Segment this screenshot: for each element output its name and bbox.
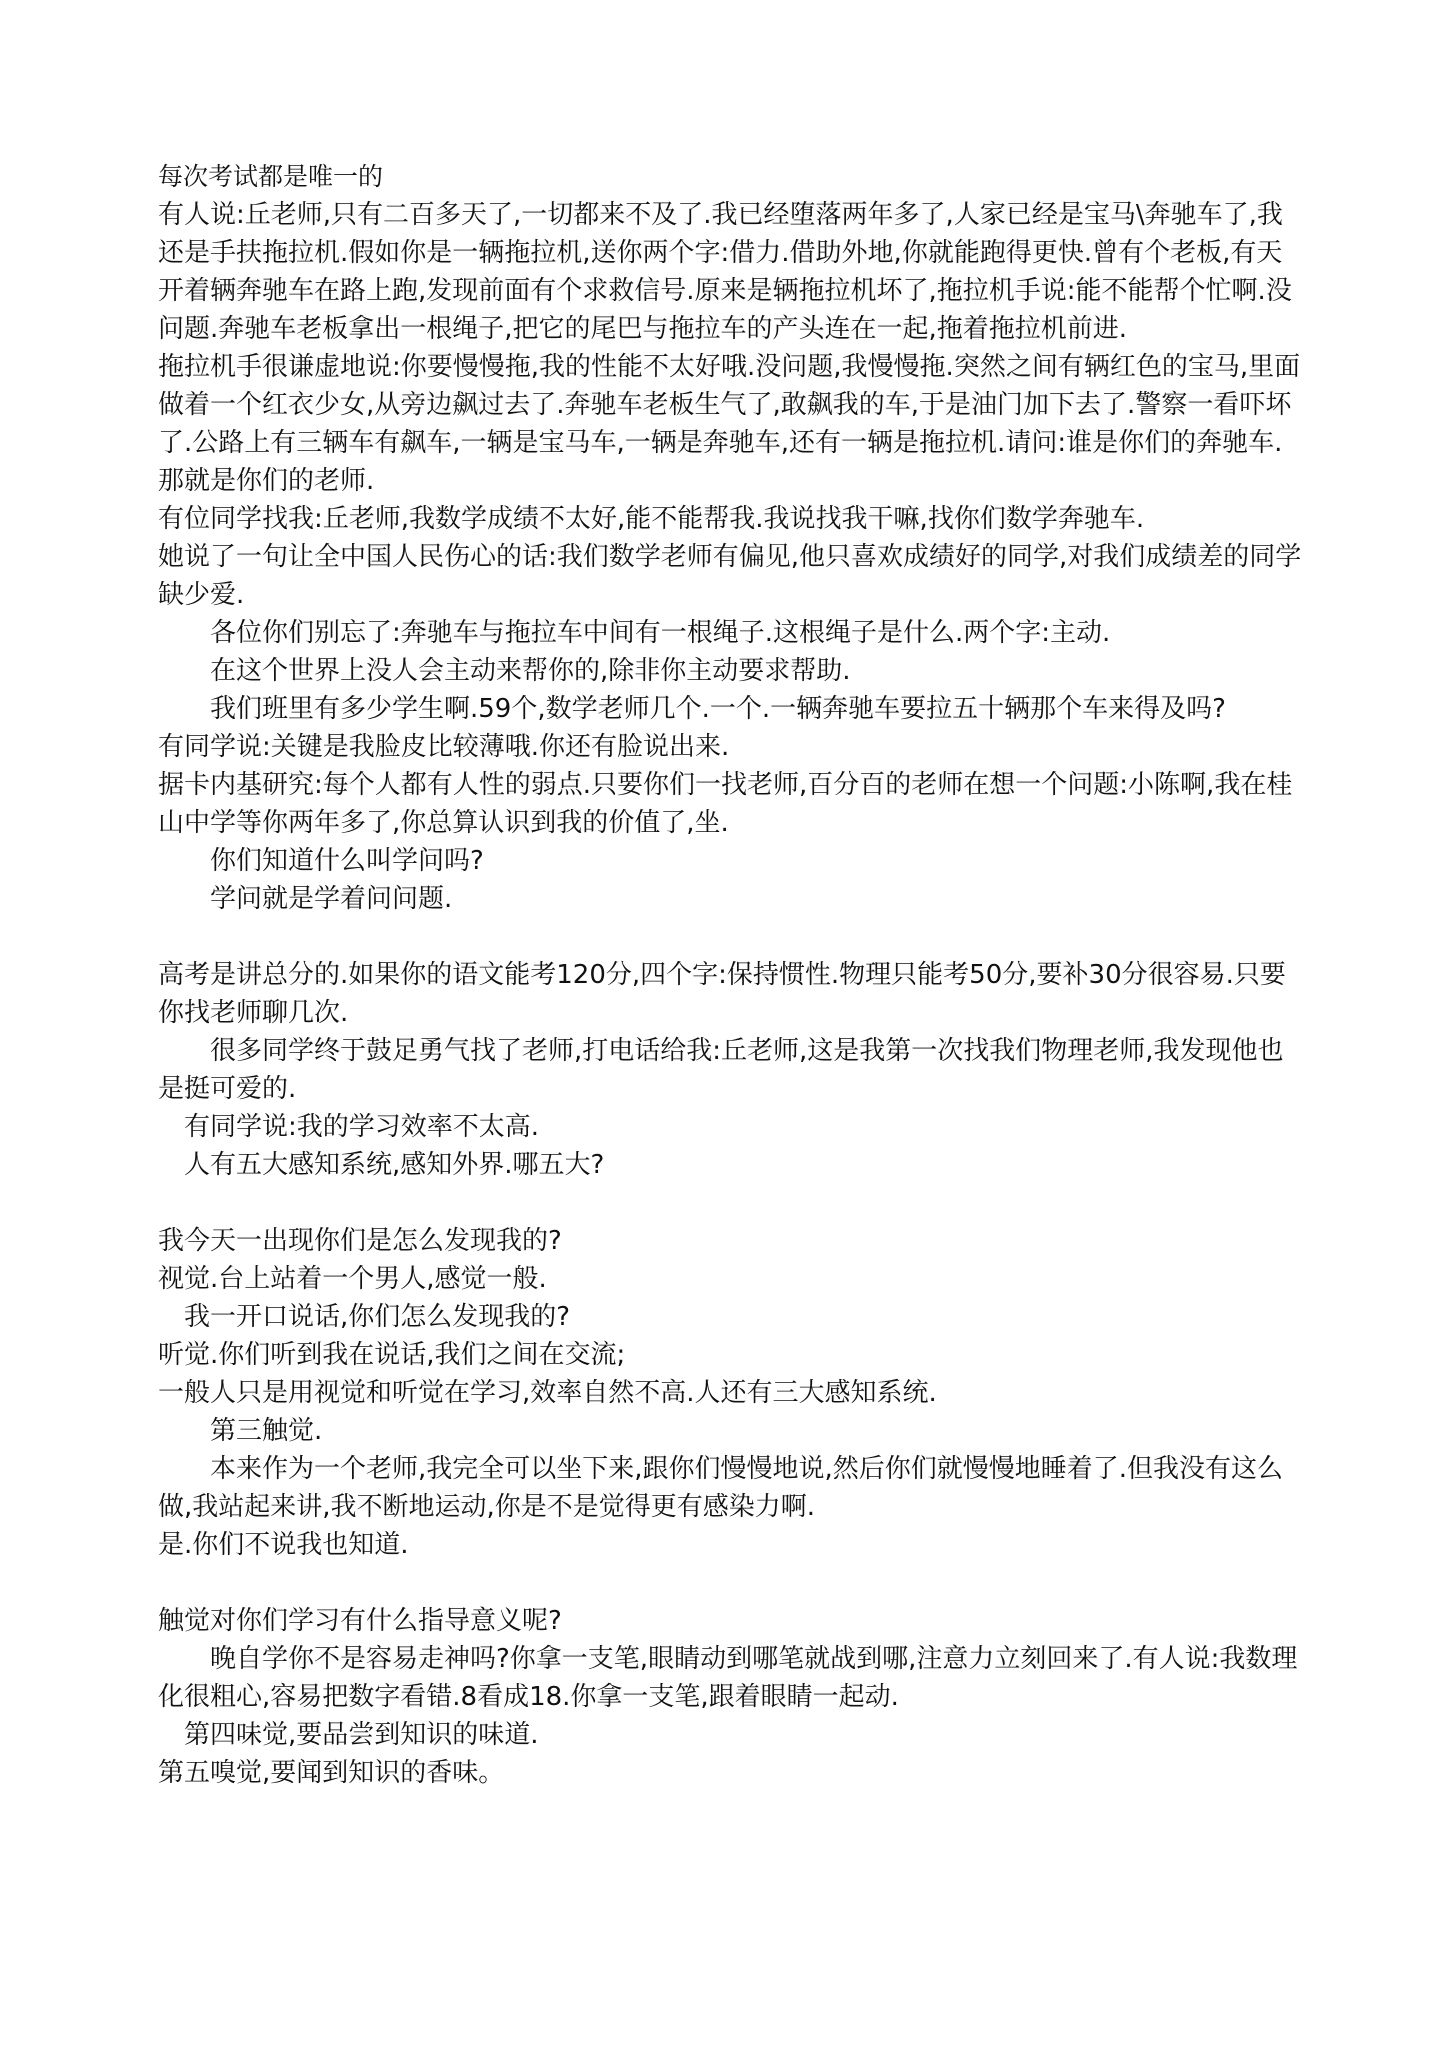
paragraph-4: 她说了一句让全中国人民伤心的话:我们数学老师有偏见,他只喜欢成绩好的同学,对我们成绩差的同学缺少爱. [158,542,1302,610]
paragraph-2: 拖拉机手很谦虚地说:你要慢慢拖,我的性能不太好哦.没问题,我慢慢拖.突然之间有辆红色的宝马,里面做着一个红衣少女,从旁边飙过去了.奔驰车老板生气了,敢飙我的车,于是油门加下去了.警察一看吓坏了.公路上有三辆车有飙车,一辆是宝马车,一辆是奔驰车,还有一辆是拖拉机.请问:谁是你们的奔驰车.那就是你们的老师. [158,352,1301,496]
paragraph-1: 有人说:丘老师,只有二百多天了,一切都来不及了.我已经堕落两年多了,人家已经是宝马\奔驰车了,我还是手扶拖拉机.假如你是一辆拖拉机,送你两个字:借力.借助外地,你就能跑得更快.曾有个老板,有天开着辆奔驰车在路上跑,发现前面有个求救信号.原来是辆拖拉机坏了,拖拉机手说:能不能帮个忙啊.没问题.奔驰车老板拿出一根绳子,把它的尾巴与拖拉车的产头连在一起,拖着拖拉机前进. [158,200,1292,344]
document-page [158,158,1308,1792]
paragraph-18: 我一开口说话,你们怎么发现我的? [184,1302,571,1332]
blank-line [158,1184,1308,1222]
paragraph-16: 我今天一出现你们是怎么发现我的? [158,1226,562,1256]
paragraph-8: 有同学说:关键是我脸皮比较薄哦.你还有脸说出来. [158,732,730,762]
paragraph-5: 各位你们别忘了:奔驰车与拖拉车中间有一根绳子.这根绳子是什么.两个字:主动. [210,618,1111,648]
paragraph-22: 本来作为一个老师,我完全可以坐下来,跟你们慢慢地说,然后你们就慢慢地睡着了.但我没有这么做,我站起来讲,我不断地运动,你是不是觉得更有感染力啊. [158,1454,1284,1522]
blank-line [158,1564,1308,1602]
paragraph-25: 晚自学你不是容易走神吗?你拿一支笔,眼睛动到哪笔就战到哪,注意力立刻回来了.有人说:我数理化很粗心,容易把数字看错.8看成18.你拿一支笔,跟着眼睛一起动. [158,1644,1298,1712]
paragraph-11: 学问就是学着问问题. [210,884,453,914]
paragraph-27: 第五嗅觉,要闻到知识的香味。 [158,1758,505,1788]
paragraph-6: 在这个世界上没人会主动来帮你的,除非你主动要求帮助. [210,656,851,686]
paragraph-13: 很多同学终于鼓足勇气找了老师,打电话给我:丘老师,这是我第一次找我们物理老师,我发现他也是挺可爱的. [158,1036,1284,1104]
blank-line [158,918,1308,956]
paragraph-26: 第四味觉,要品尝到知识的味道. [184,1720,539,1750]
paragraph-21: 第三触觉. [210,1416,323,1446]
paragraph-14: 有同学说:我的学习效率不太高. [184,1112,540,1142]
paragraph-15: 人有五大感知系统,感知外界.哪五大? [184,1150,605,1180]
paragraph-19: 听觉.你们听到我在说话,我们之间在交流; [158,1340,626,1370]
paragraph-17: 视觉.台上站着一个男人,感觉一般. [158,1264,547,1294]
paragraph-12: 高考是讲总分的.如果你的语文能考120分,四个字:保持惯性.物理只能考50分,要补30分很容易.只要你找老师聊几次. [158,960,1286,1028]
paragraph-9: 据卡内基研究:每个人都有人性的弱点.只要你们一找老师,百分百的老师在想一个问题:小陈啊,我在桂山中学等你两年多了,你总算认识到我的价值了,坐. [158,770,1293,838]
paragraph-7: 我们班里有多少学生啊.59个,数学老师几个.一个.一辆奔驰车要拉五十辆那个车来得及吗? [210,694,1226,724]
paragraph-24: 触觉对你们学习有什么指导意义呢? [158,1606,562,1636]
paragraph-10: 你们知道什么叫学问吗? [210,846,484,876]
paragraph-23: 是.你们不说我也知道. [158,1530,409,1560]
paragraph-3: 有位同学找我:丘老师,我数学成绩不太好,能不能帮我.我说找我干嘛,找你们数学奔驰车. [158,504,1145,534]
paragraph-20: 一般人只是用视觉和听觉在学习,效率自然不高.人还有三大感知系统. [158,1378,937,1408]
document-title: 每次考试都是唯一的 [158,162,384,191]
